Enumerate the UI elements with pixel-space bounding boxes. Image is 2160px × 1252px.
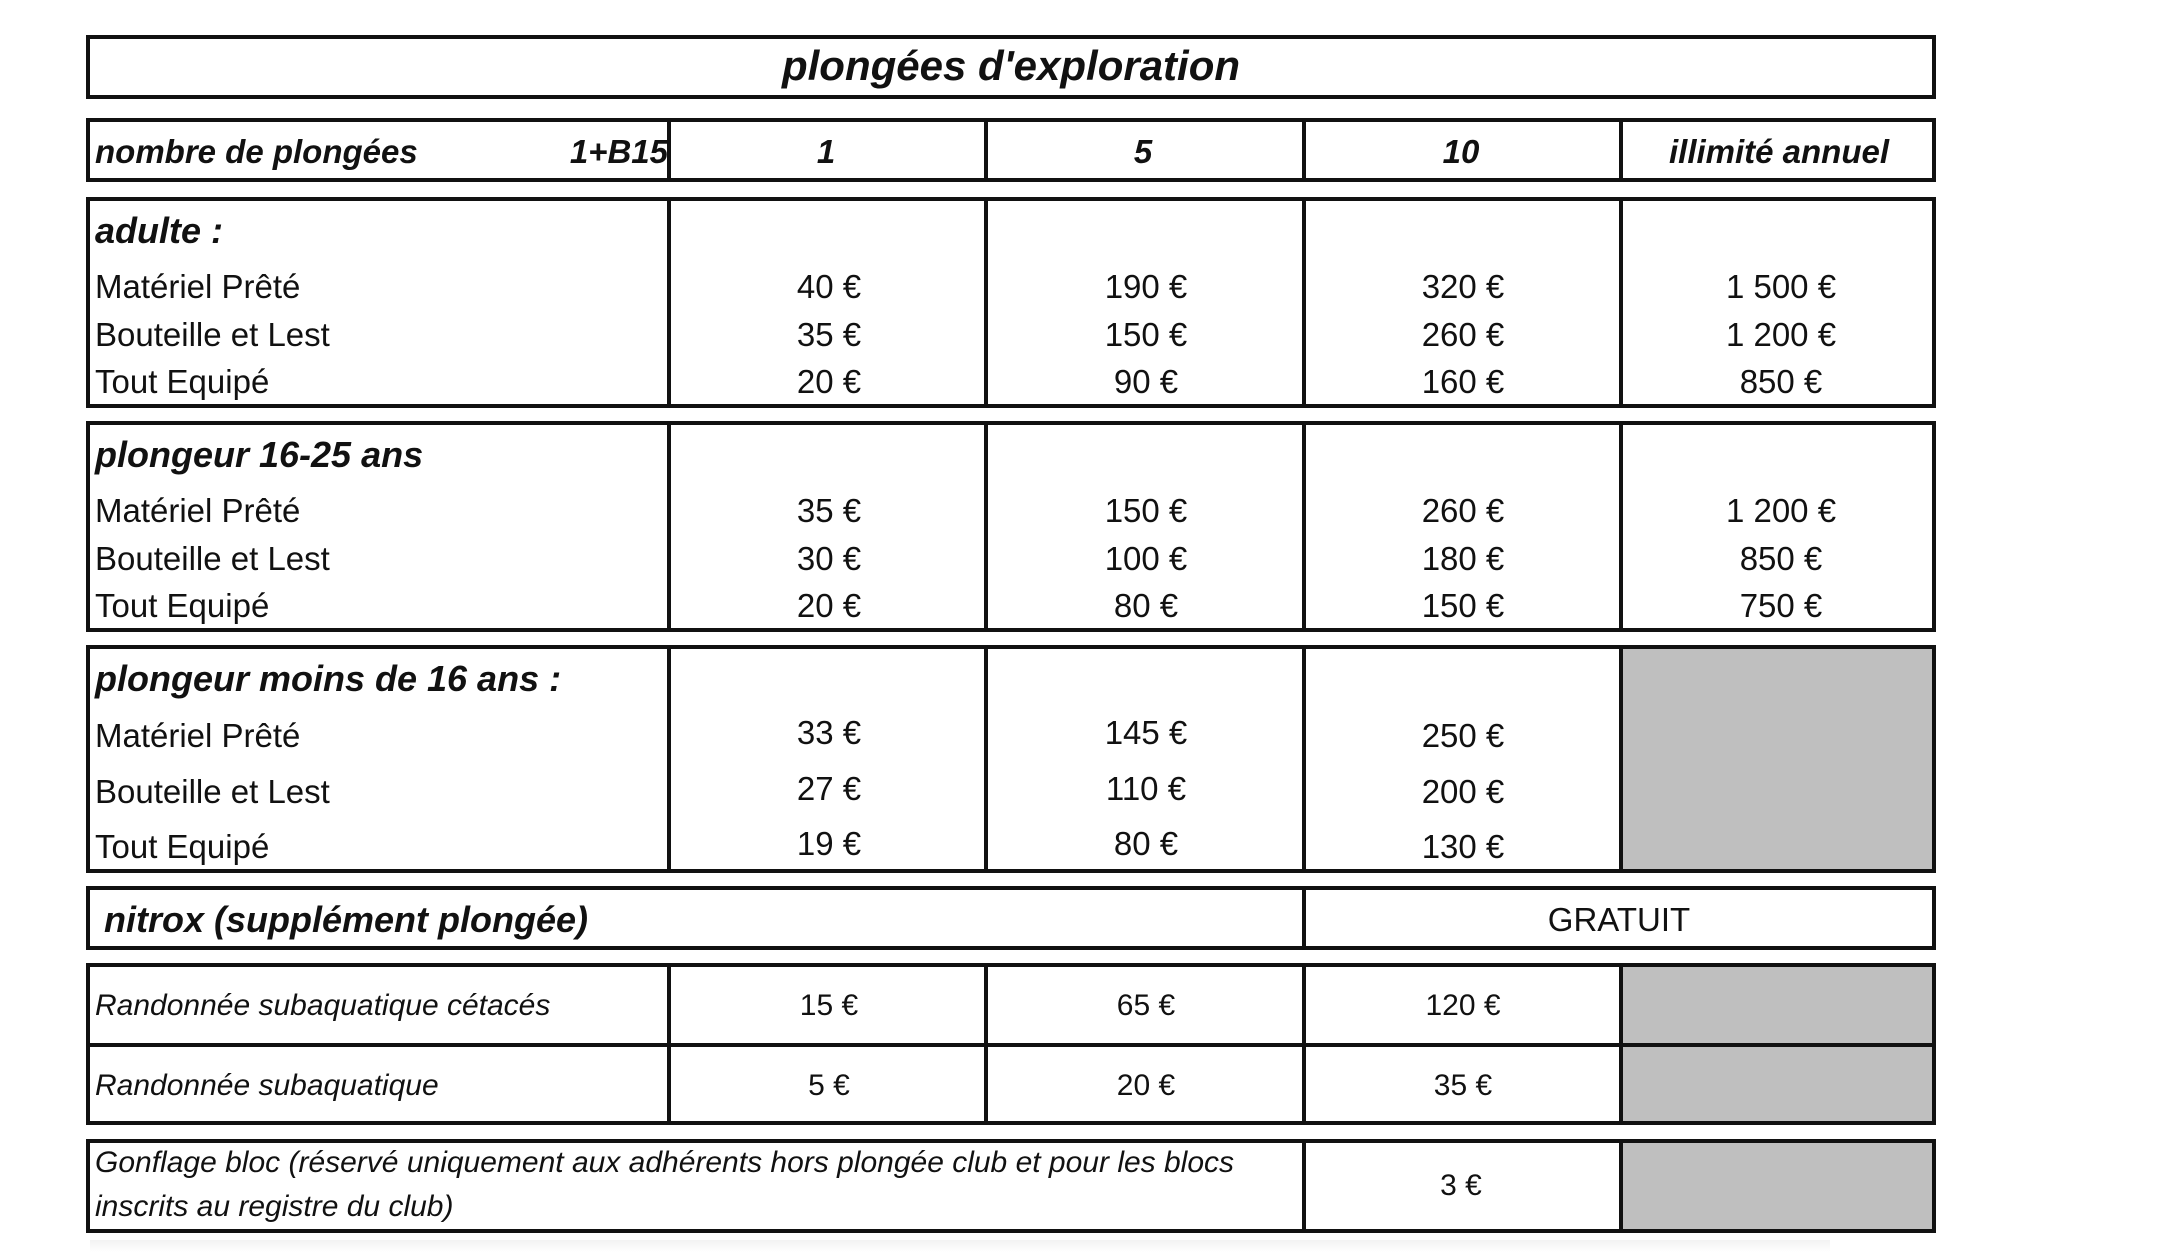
- price-cell: 35 €: [1433, 1069, 1493, 1102]
- price-cell: 750 €: [1739, 587, 1823, 624]
- column-divider: [1302, 421, 1306, 632]
- row-label: Bouteille et Lest: [95, 316, 330, 353]
- column-divider: [667, 645, 671, 873]
- price-cell: 160 €: [1421, 363, 1505, 400]
- column-divider: [1619, 645, 1623, 873]
- price-cell: 33 €: [796, 714, 862, 751]
- column-divider: [1302, 1139, 1306, 1233]
- price-cell: 190 €: [1104, 268, 1188, 305]
- price-cell: 1 500 €: [1725, 268, 1837, 305]
- column-divider: [1619, 421, 1623, 632]
- header-col-10: 10: [1442, 133, 1480, 170]
- price-cell: 320 €: [1421, 268, 1505, 305]
- section-adulte: [86, 197, 1936, 408]
- price-cell: 260 €: [1421, 316, 1505, 353]
- column-divider: [667, 421, 671, 632]
- section-title: plongeur 16-25 ans: [95, 434, 424, 475]
- price-cell: 850 €: [1739, 540, 1823, 577]
- column-divider: [1302, 118, 1306, 182]
- shaded-cell: [1623, 649, 1932, 869]
- nitrox-label: nitrox (supplément plongée): [104, 899, 589, 940]
- header-col-5: 5: [1133, 133, 1153, 170]
- column-divider: [667, 963, 671, 1125]
- column-divider: [1302, 886, 1306, 950]
- shaded-cell: [1623, 1143, 1932, 1229]
- price-cell: 35 €: [796, 492, 862, 529]
- header-ref: 1+B15: [569, 133, 668, 170]
- row-label: Tout Equipé: [95, 828, 270, 865]
- column-divider: [1302, 197, 1306, 408]
- price-cell: 5 €: [808, 1069, 850, 1102]
- column-divider: [1619, 963, 1623, 1125]
- price-cell: 20 €: [796, 363, 862, 400]
- price-cell: 150 €: [1104, 316, 1188, 353]
- price-cell: 19 €: [796, 825, 862, 862]
- column-divider: [984, 118, 988, 182]
- row-label: Matériel Prêté: [95, 717, 301, 754]
- price-cell: 20 €: [1116, 1069, 1176, 1102]
- price-cell: 30 €: [796, 540, 862, 577]
- column-divider: [1302, 963, 1306, 1125]
- price-cell: 180 €: [1421, 540, 1505, 577]
- column-divider: [984, 645, 988, 873]
- price-cell: 850 €: [1739, 363, 1823, 400]
- price-cell: 80 €: [1113, 587, 1179, 624]
- column-divider: [1619, 197, 1623, 408]
- row-label: Matériel Prêté: [95, 268, 301, 305]
- nitrox-value: GRATUIT: [1547, 901, 1691, 938]
- price-cell: 20 €: [796, 587, 862, 624]
- price-cell: 40 €: [796, 268, 862, 305]
- column-divider: [984, 963, 988, 1125]
- row-label: Tout Equipé: [95, 587, 270, 624]
- price-cell: 1 200 €: [1725, 316, 1837, 353]
- column-divider: [1302, 645, 1306, 873]
- row-label: Randonnée subaquatique: [95, 1069, 439, 1102]
- price-cell: 15 €: [799, 989, 859, 1022]
- price-cell: 90 €: [1113, 363, 1179, 400]
- header-label: nombre de plongées: [95, 133, 418, 170]
- price-cell: 35 €: [796, 316, 862, 353]
- column-divider: [984, 197, 988, 408]
- price-cell: 110 €: [1105, 770, 1187, 807]
- page-shadow: [90, 1240, 1830, 1252]
- column-divider: [667, 197, 671, 408]
- price-cell: 250 €: [1421, 717, 1505, 754]
- price-cell: 130 €: [1421, 828, 1505, 865]
- price-cell: 1 200 €: [1725, 492, 1837, 529]
- column-divider: [1619, 1139, 1623, 1233]
- gonflage-label-line2: inscrits au registre du club): [95, 1190, 454, 1223]
- price-cell: 27 €: [796, 770, 862, 807]
- section-title: plongeur moins de 16 ans :: [95, 658, 562, 699]
- row-label: Bouteille et Lest: [95, 773, 330, 810]
- row-label: Matériel Prêté: [95, 492, 301, 529]
- price-cell: 100 €: [1104, 540, 1188, 577]
- gonflage-label-line1: Gonflage bloc (réservé uniquement aux adhérents hors plongée club et pour les blocs: [95, 1146, 1235, 1179]
- header-col-unlimited: illimité annuel: [1668, 133, 1890, 170]
- price-cell: 120 €: [1425, 989, 1501, 1022]
- header-col-1: 1: [816, 133, 836, 170]
- column-divider: [1619, 118, 1623, 182]
- row-divider: [86, 1043, 1936, 1047]
- row-label: Bouteille et Lest: [95, 540, 330, 577]
- price-cell: 80 €: [1113, 825, 1179, 862]
- page-title: plongées d'exploration: [781, 42, 1241, 89]
- price-cell: 150 €: [1421, 587, 1505, 624]
- column-divider: [984, 421, 988, 632]
- price-cell: 145 €: [1104, 714, 1188, 751]
- gonflage-value: 3 €: [1440, 1169, 1482, 1202]
- row-label: Tout Equipé: [95, 363, 270, 400]
- section-title: adulte :: [95, 210, 224, 251]
- price-cell: 65 €: [1116, 989, 1176, 1022]
- price-cell: 260 €: [1421, 492, 1505, 529]
- price-cell: 150 €: [1104, 492, 1188, 529]
- price-cell: 200 €: [1421, 773, 1505, 810]
- row-label: Randonnée subaquatique cétacés: [95, 989, 551, 1022]
